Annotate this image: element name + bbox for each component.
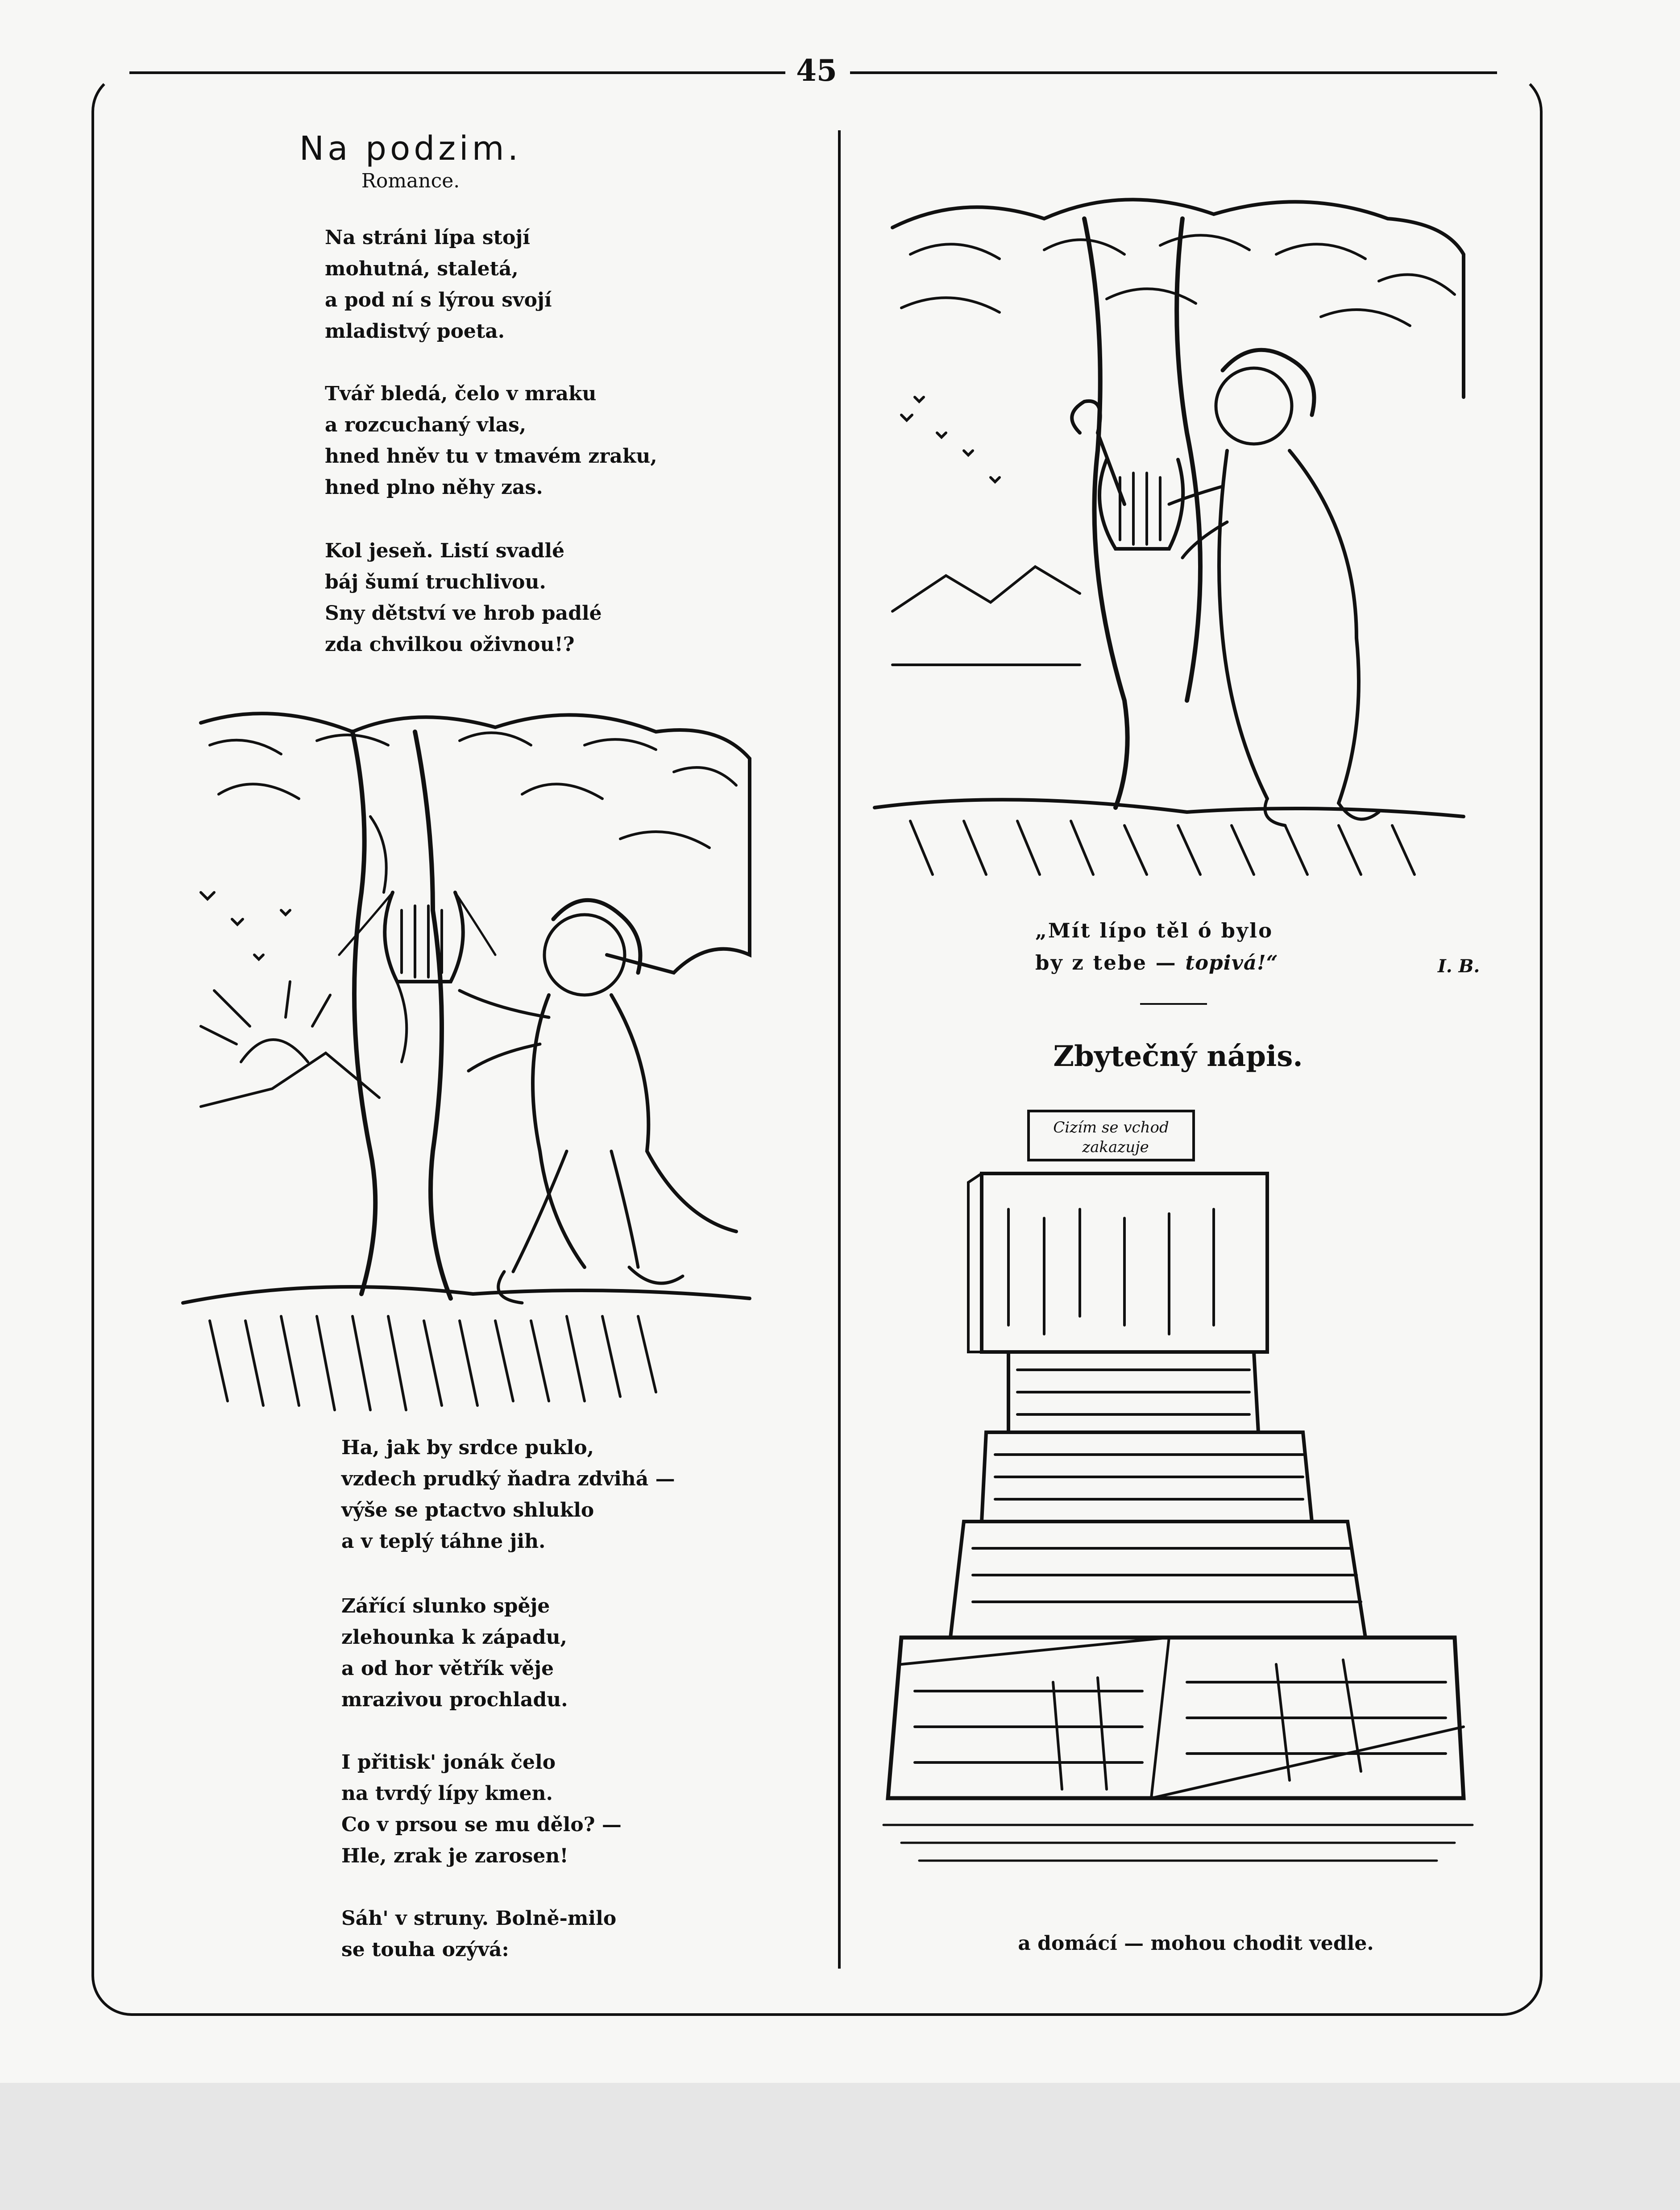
sign-line-1: Cizím se vchod [1053, 1119, 1169, 1136]
bottom-caption: a domácí — mohou chodit vedle. [1018, 1932, 1374, 1955]
sign-line-2: zakazuje [1082, 1138, 1149, 1156]
column-divider [838, 130, 841, 1969]
verse-line: Ha, jak by srdce puklo, [341, 1436, 594, 1459]
verse-line: Sny dětství ve hrob padlé [325, 602, 602, 625]
poem-subtitle: Romance. [361, 170, 460, 192]
stanza-4 [341, 1432, 675, 1557]
stone-pile-illustration [875, 1102, 1481, 1896]
verse-line: Hle, zrak je zarosen! [341, 1845, 568, 1867]
verse-line: Sáh' v struny. Bolně-milo [341, 1907, 617, 1930]
section-title: Zbytečný nápis. [1053, 1040, 1303, 1073]
caption-line-2 [1035, 947, 1278, 979]
verse-line: výše se ptactvo shluklo [341, 1499, 594, 1522]
poet-with-lyre-illustration [875, 165, 1473, 879]
verse-line: a pod ní s lýrou svojí [325, 289, 552, 311]
stanza-5 [341, 1591, 568, 1716]
illustration-caption [1035, 915, 1278, 979]
verse-line: hned plno něhy zas. [325, 476, 543, 499]
verse-line: hned hněv tu v tmavém zraku, [325, 445, 657, 468]
verse-line: zlehounka k západu, [341, 1626, 567, 1649]
verse-line: mladistvý poeta. [325, 320, 505, 343]
verse-line: a od hor větřík věje [341, 1657, 554, 1680]
verse-line: Co v prsou se mu dělo? — [341, 1813, 622, 1836]
verse-line: vzdech prudký ňadra zdvihá — [341, 1468, 675, 1490]
stanza-6 [341, 1747, 622, 1872]
verse-line: a v teplý táhne jih. [341, 1530, 546, 1553]
verse-line: a rozcuchaný vlas, [325, 414, 527, 436]
caption-line-2-italic: topivá!“ [1185, 951, 1278, 974]
verse-line: Zářící slunko spěje [341, 1595, 550, 1617]
poet-embracing-tree-illustration [183, 705, 759, 1414]
stanza-1 [325, 222, 552, 347]
verse-line: mohutná, staletá, [325, 257, 519, 280]
page-number: 45 [796, 53, 837, 88]
stanza-2 [325, 378, 657, 503]
verse-line: se touha ozývá: [341, 1938, 509, 1961]
verse-line: na tvrdý lípy kmen. [341, 1782, 553, 1805]
section-separator [1140, 1003, 1207, 1005]
verse-line: Kol jeseň. Listí svadlé [325, 539, 565, 562]
signature: I. B. [1438, 956, 1480, 977]
verse-line: I přitisk' jonák čelo [341, 1751, 556, 1774]
verse-line: zda chvilkou oživnou!? [325, 633, 575, 656]
stanza-3 [325, 535, 602, 660]
stanza-7 [341, 1903, 616, 1965]
verse-line: Tvář bledá, čelo v mraku [325, 382, 597, 405]
caption-line-2-start: by z tebe — [1035, 951, 1186, 974]
verse-line: mrazivou prochladu. [341, 1688, 568, 1711]
verse-line: báj šumí truchlivou. [325, 571, 546, 593]
verse-line: Na stráni lípa stojí [325, 226, 530, 249]
poem-title: Na podzim. [299, 129, 522, 168]
caption-line-1: „Mít lípo těl ó bylo [1035, 919, 1273, 942]
